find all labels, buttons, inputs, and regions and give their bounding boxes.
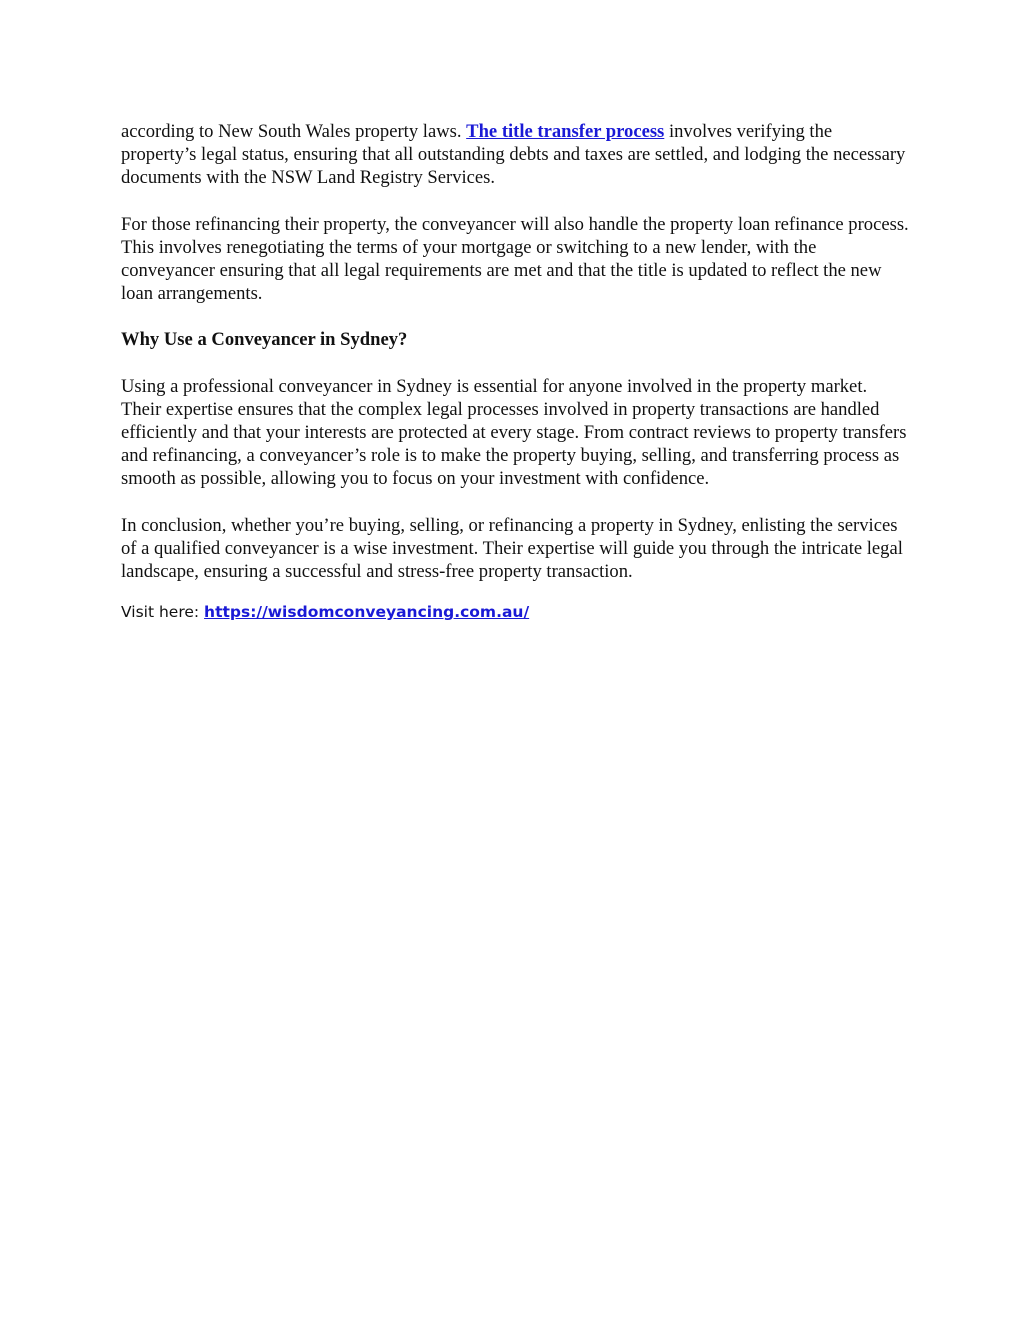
website-link[interactable]: https://wisdomconveyancing.com.au/ — [204, 603, 530, 622]
title-transfer-process-link[interactable]: The title transfer process — [466, 121, 665, 142]
paragraph-why-conveyancer: Using a professional conveyancer in Sydney is essential for anyone involved in the property market. Their expertise ensures that the complex legal processes involved in property transactions are handled efficiently and that your interests are protected at every stage. From contract reviews to property transfers and refinancing, a conveyancer’s role is to make the property buying, selling, and transferring process as smooth as possible, allowing you to focus on your investment with confidence. — [121, 375, 907, 490]
document-page — [121, 120, 911, 622]
paragraph-title-transfer-rest: involves verifying the property’s legal status, ensuring that all outstanding debts and taxes are settled, and lodging the necessary documents with the NSW Land Registry Services. — [121, 121, 906, 189]
visit-line — [121, 602, 911, 622]
visit-label: Visit here: — [121, 603, 205, 622]
section-heading: Why Use a Conveyancer in Sydney? — [121, 329, 408, 351]
paragraph-refinancing: For those refinancing their property, the conveyancer will also handle the property loan refinance process. This involves renegotiating the terms of your mortgage or switching to a new lender, with the conveyancer ensuring that all legal requirements are met and that the title is updated to reflect the new loan arrangements. — [121, 213, 909, 305]
paragraph-conclusion: In conclusion, whether you’re buying, selling, or refinancing a property in Sydney, enlisting the services of a qualified conveyancer is a wise investment. Their expertise will guide you through the intricate legal landscape, ensuring a successful and stress-free property transaction. — [121, 514, 903, 583]
paragraph-title-transfer-intro: according to New South Wales property laws. — [121, 121, 467, 142]
paragraph-title-transfer — [121, 120, 911, 190]
